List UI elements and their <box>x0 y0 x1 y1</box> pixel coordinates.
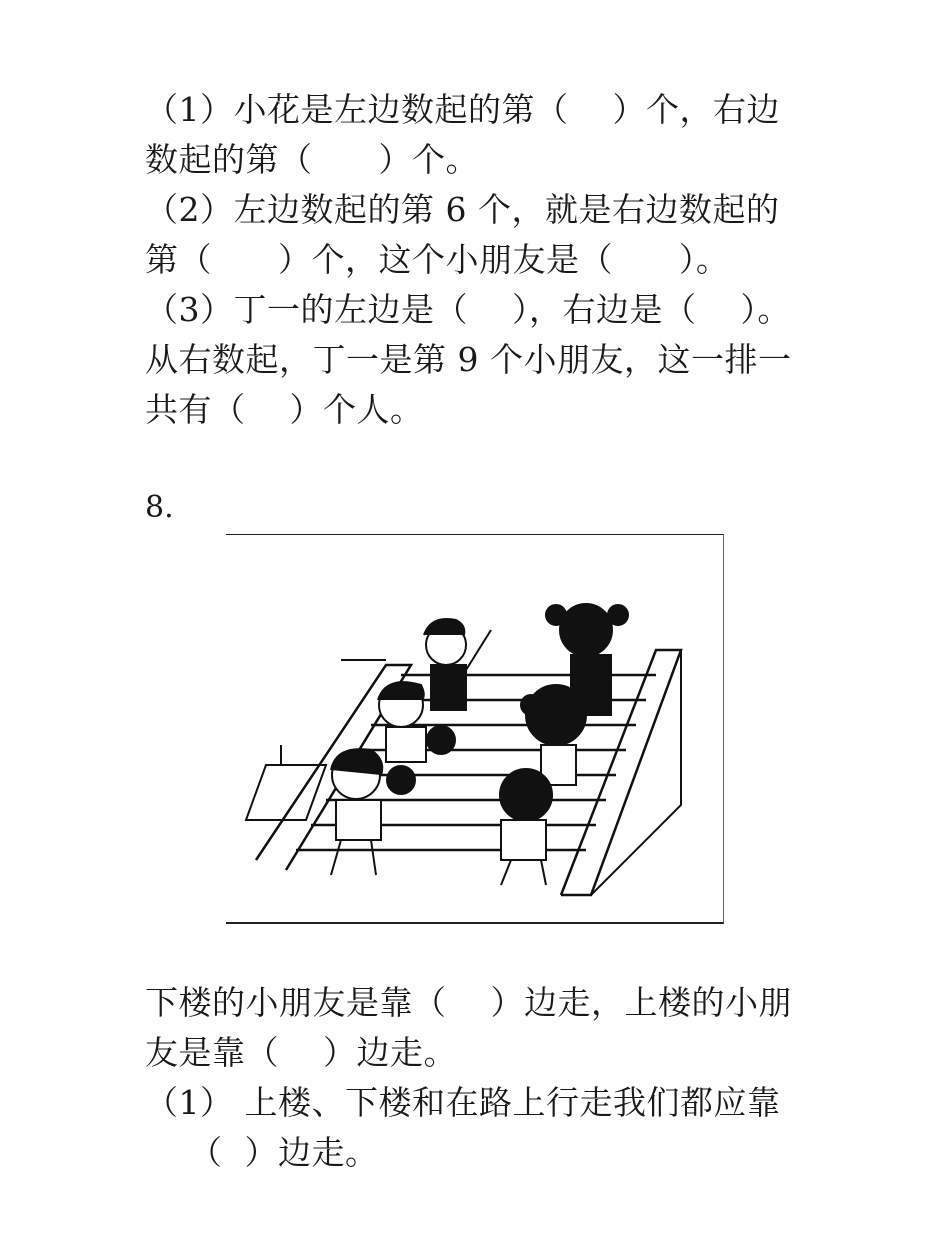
question-7-3-line-3: 共有（ ）个人。 <box>145 390 424 429</box>
question-8-line-1: 下楼的小朋友是靠（ ）边走，上楼的小朋 <box>145 983 792 1022</box>
question-7-1-line-1: （1）小花是左边数起的第（ ）个，右边 <box>145 90 780 129</box>
question-8-1-line-2: （ ）边走。 <box>145 1133 379 1172</box>
question-7-3-line-1: （3）丁一的左边是（ ），右边是（ ）。 <box>145 290 791 329</box>
question-8-line-2: 友是靠（ ）边走。 <box>145 1033 457 1072</box>
question-7-3-line-2: 从右数起，丁一是第 9 个小朋友，这一排一 <box>145 340 792 379</box>
question-7-2-line-2: 第（ ）个，这个小朋友是（ ）。 <box>145 240 730 279</box>
children-on-stairs-icon <box>226 535 724 925</box>
staircase-illustration <box>226 534 724 924</box>
question-7-1-line-2: 数起的第（ ）个。 <box>145 140 479 179</box>
question-number-8: 8. <box>145 490 174 525</box>
question-8-1-line-1: （1） 上楼、下楼和在路上行走我们都应靠 <box>145 1083 781 1122</box>
question-7-2-line-1: （2）左边数起的第 6 个，就是右边数起的 <box>145 190 780 229</box>
